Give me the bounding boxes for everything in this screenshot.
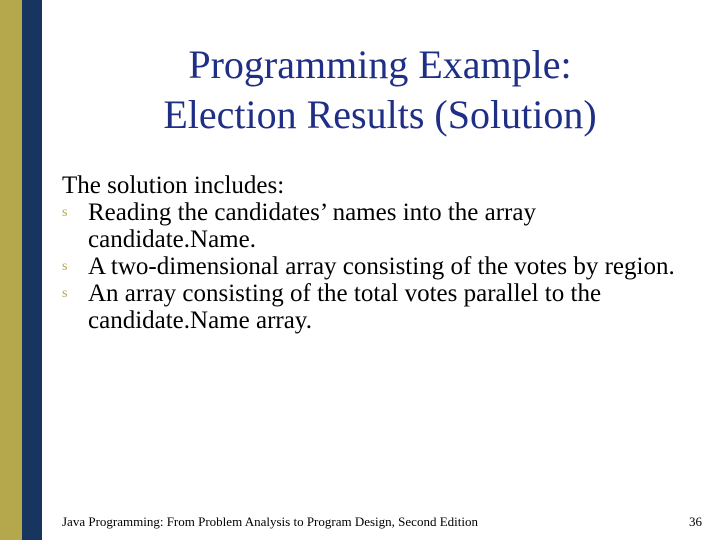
bullet-marker-icon: s	[62, 286, 68, 301]
intro-text: The solution includes:	[62, 172, 285, 199]
bullet-item	[62, 253, 688, 280]
slide-title-line-2: Election Results (Solution)	[163, 92, 597, 137]
slide-title	[60, 40, 700, 140]
page-number: 36	[689, 514, 702, 529]
slide-title-line-1: Programming Example:	[188, 42, 572, 87]
slide-footer: Java Programming: From Problem Analysis to Program Design, Second Edition	[62, 514, 478, 529]
bullet-text: Reading the candidates’ names into the array candidate.Name.	[88, 199, 536, 253]
bullet-text: An array consisting of the total votes parallel to the candidate.Name array.	[88, 280, 602, 334]
slide-body	[62, 172, 702, 334]
bullet-marker-icon: s	[62, 205, 68, 220]
bullet-marker-icon: s	[62, 259, 68, 274]
left-accent-bar-olive	[0, 0, 22, 540]
bullet-item	[62, 280, 688, 334]
left-accent-bar-navy	[22, 0, 42, 540]
bullet-list	[62, 199, 702, 334]
bullet-item	[62, 199, 688, 253]
bullet-text: A two-dimensional array consisting of the votes by region.	[88, 253, 675, 280]
